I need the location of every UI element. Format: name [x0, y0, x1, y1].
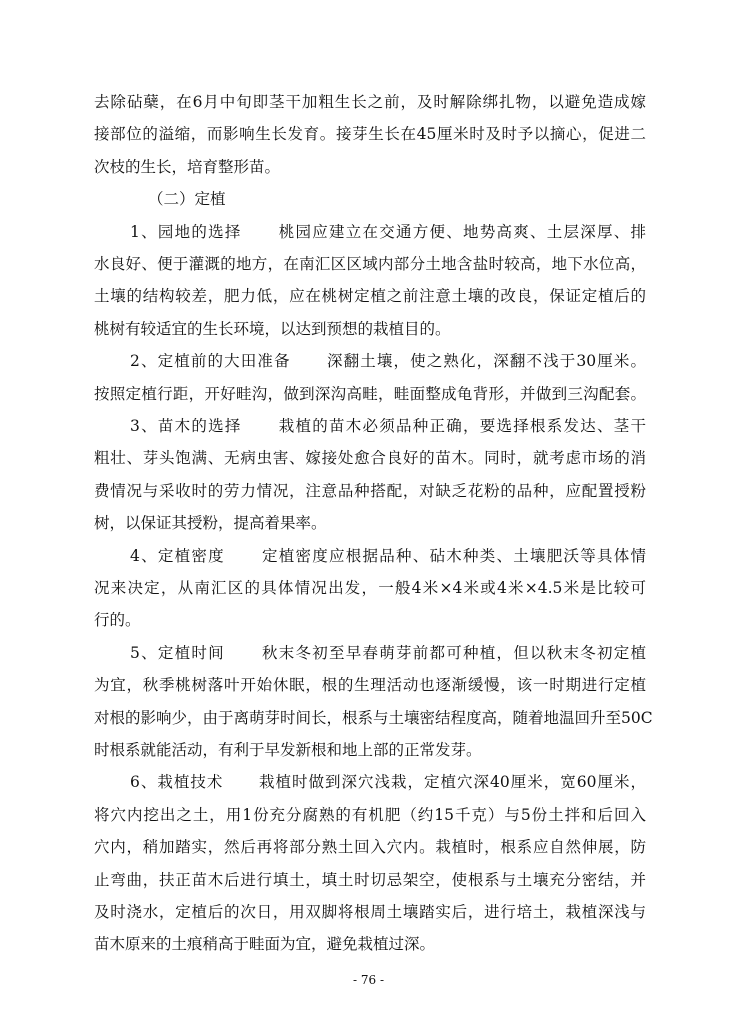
text-line: 穴内，稍加踏实，然后再将部分熟土回入穴内。栽植时，根系应自然伸展，防: [94, 838, 646, 857]
paragraph-start: 6、栽植技术 栽植时做到深穴浅栽，定植穴深40厘米，宽60厘米，: [130, 773, 646, 792]
text-line: 费情况与采收时的劳力情况，注意品种搭配，对缺乏花粉的品种，应配置授粉: [94, 481, 646, 500]
page-number: - 76 -: [352, 972, 384, 987]
paragraph-start: 3、苗木的选择 栽植的苗木必须品种正确，要选择根系发达、茎干: [130, 417, 646, 435]
paragraph-start: 2、定植前的大田准备 深翻土壤，使之熟化，深翻不浅于30厘米。: [130, 352, 646, 371]
text-line: 按照定植行距，开好畦沟，做到深沟高畦，畦面整成龟背形，并做到三沟配套。: [94, 384, 646, 403]
text-line: 土壤的结构较差，肥力低，应在桃树定植之前注意土壤的改良，保证定植后的: [94, 287, 646, 306]
section-heading: （二）定植: [148, 190, 226, 209]
text-line: 止弯曲，扶正苗木后进行填土，填土时切忌架空，使根系与土壤充分密结，并: [94, 870, 646, 889]
text-line: 粗壮、芽头饱满、无病虫害、嫁接处愈合良好的苗木。同时，就考虑市场的消: [94, 449, 646, 468]
paragraph-start: 1、园地的选择 桃园应建立在交通方便、地势高爽、土层深厚、排: [130, 222, 646, 241]
text-line: 对根的影响少，由于离萌芽时间长，根系与土壤密结程度高，随着地温回升至50C: [94, 708, 653, 727]
text-line: 时根系就能活动，有利于早发新根和地上部的正常发芽。: [94, 741, 482, 759]
paragraph-start: 5、定植时间 秋末冬初至早春萌芽前都可种植，但以秋末冬初定植: [130, 643, 646, 662]
text-line: 去除砧蘖，在6月中旬即茎干加粗生长之前，及时解除绑扎物，以避免造成嫁: [94, 93, 646, 111]
text-line: 桃树有较适宜的生长环境，以达到预想的栽植目的。: [94, 319, 451, 338]
text-line: 水良好、便于灌溉的地方，在南汇区区域内部分土地含盐时较高，地下水位高，: [94, 255, 646, 273]
text-line: 及时浇水，定植后的次日，用双脚将根周土壤踏实后，进行培土，栽植深浅与: [94, 903, 646, 921]
text-line: 行的。: [94, 611, 141, 630]
text-line: 况来决定，从南汇区的具体情况出发，一般4米×4米或4米×4.5米是比较可: [94, 579, 646, 597]
text-line: 接部位的溢缩，而影响生长发育。接芽生长在45厘米时及时予以摘心，促进二: [94, 125, 646, 144]
text-line: 苗木原来的土痕稍高于畦面为宜，避免栽植过深。: [94, 935, 436, 954]
text-line: 次枝的生长，培育整形苗。: [94, 157, 281, 176]
text-line: 树，以保证其授粉，提高着果率。: [94, 514, 327, 533]
text-line: 将穴内挖出之土，用1份充分腐熟的有机肥（约15千克）与5份土拌和后回入: [94, 805, 646, 824]
text-line: 为宜，秋季桃树落叶开始休眠，根的生理活动也逐渐缓慢，该一时期进行定植: [94, 676, 646, 695]
paragraph-start: 4、定植密度 定植密度应根据品种、砧木种类、土壤肥沃等具体情: [130, 546, 646, 565]
